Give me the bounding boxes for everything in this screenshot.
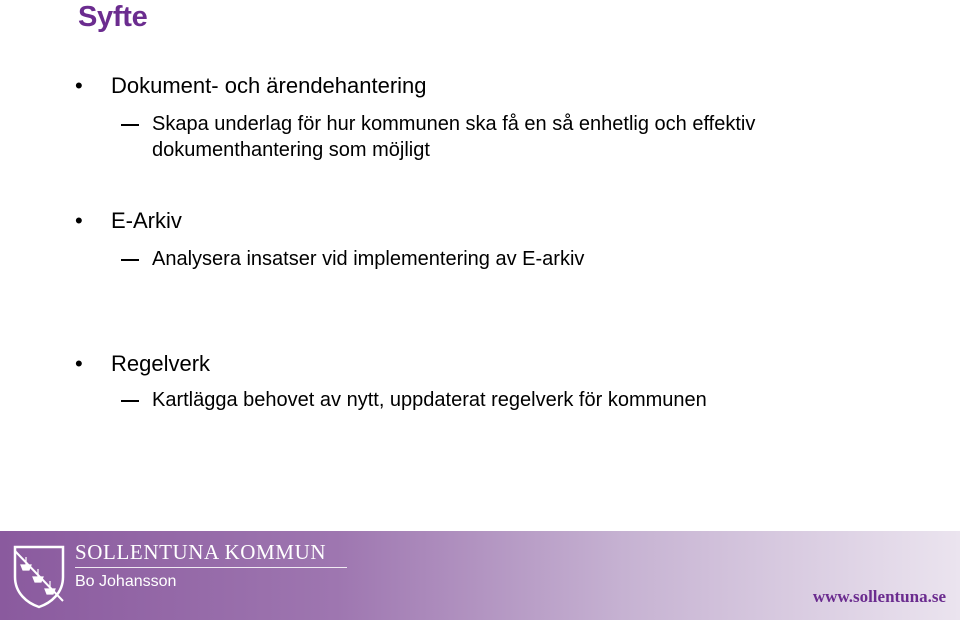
website-url: www.sollentuna.se — [812, 587, 946, 606]
coat-of-arms-icon — [11, 543, 67, 609]
dash-icon — [121, 124, 139, 126]
divider — [75, 567, 347, 568]
sub-item-text: Skapa underlag för hur kommunen ska få en så enhetlig och effektiv dokumenthantering som möjligt — [152, 113, 756, 161]
bullet-icon: • — [75, 73, 83, 98]
slide-title: Syfte — [78, 1, 148, 33]
bullet-heading: Dokument- och ärendehantering — [111, 73, 427, 98]
dash-icon — [121, 400, 139, 402]
footer-banner — [0, 531, 960, 620]
dash-icon — [121, 259, 139, 261]
bullet-heading: Regelverk — [111, 351, 211, 376]
bullet-heading: E-Arkiv — [111, 208, 182, 233]
bullet-icon: • — [75, 351, 83, 376]
author-name: Bo Johansson — [75, 573, 177, 590]
bullet-icon: • — [75, 208, 83, 233]
organization-name: SOLLENTUNA KOMMUN — [75, 540, 327, 564]
sub-item-text: Kartlägga behovet av nytt, uppdaterat regelverk för kommunen — [152, 389, 707, 411]
sub-item-text: Analysera insatser vid implementering av E-arkiv — [152, 248, 585, 270]
